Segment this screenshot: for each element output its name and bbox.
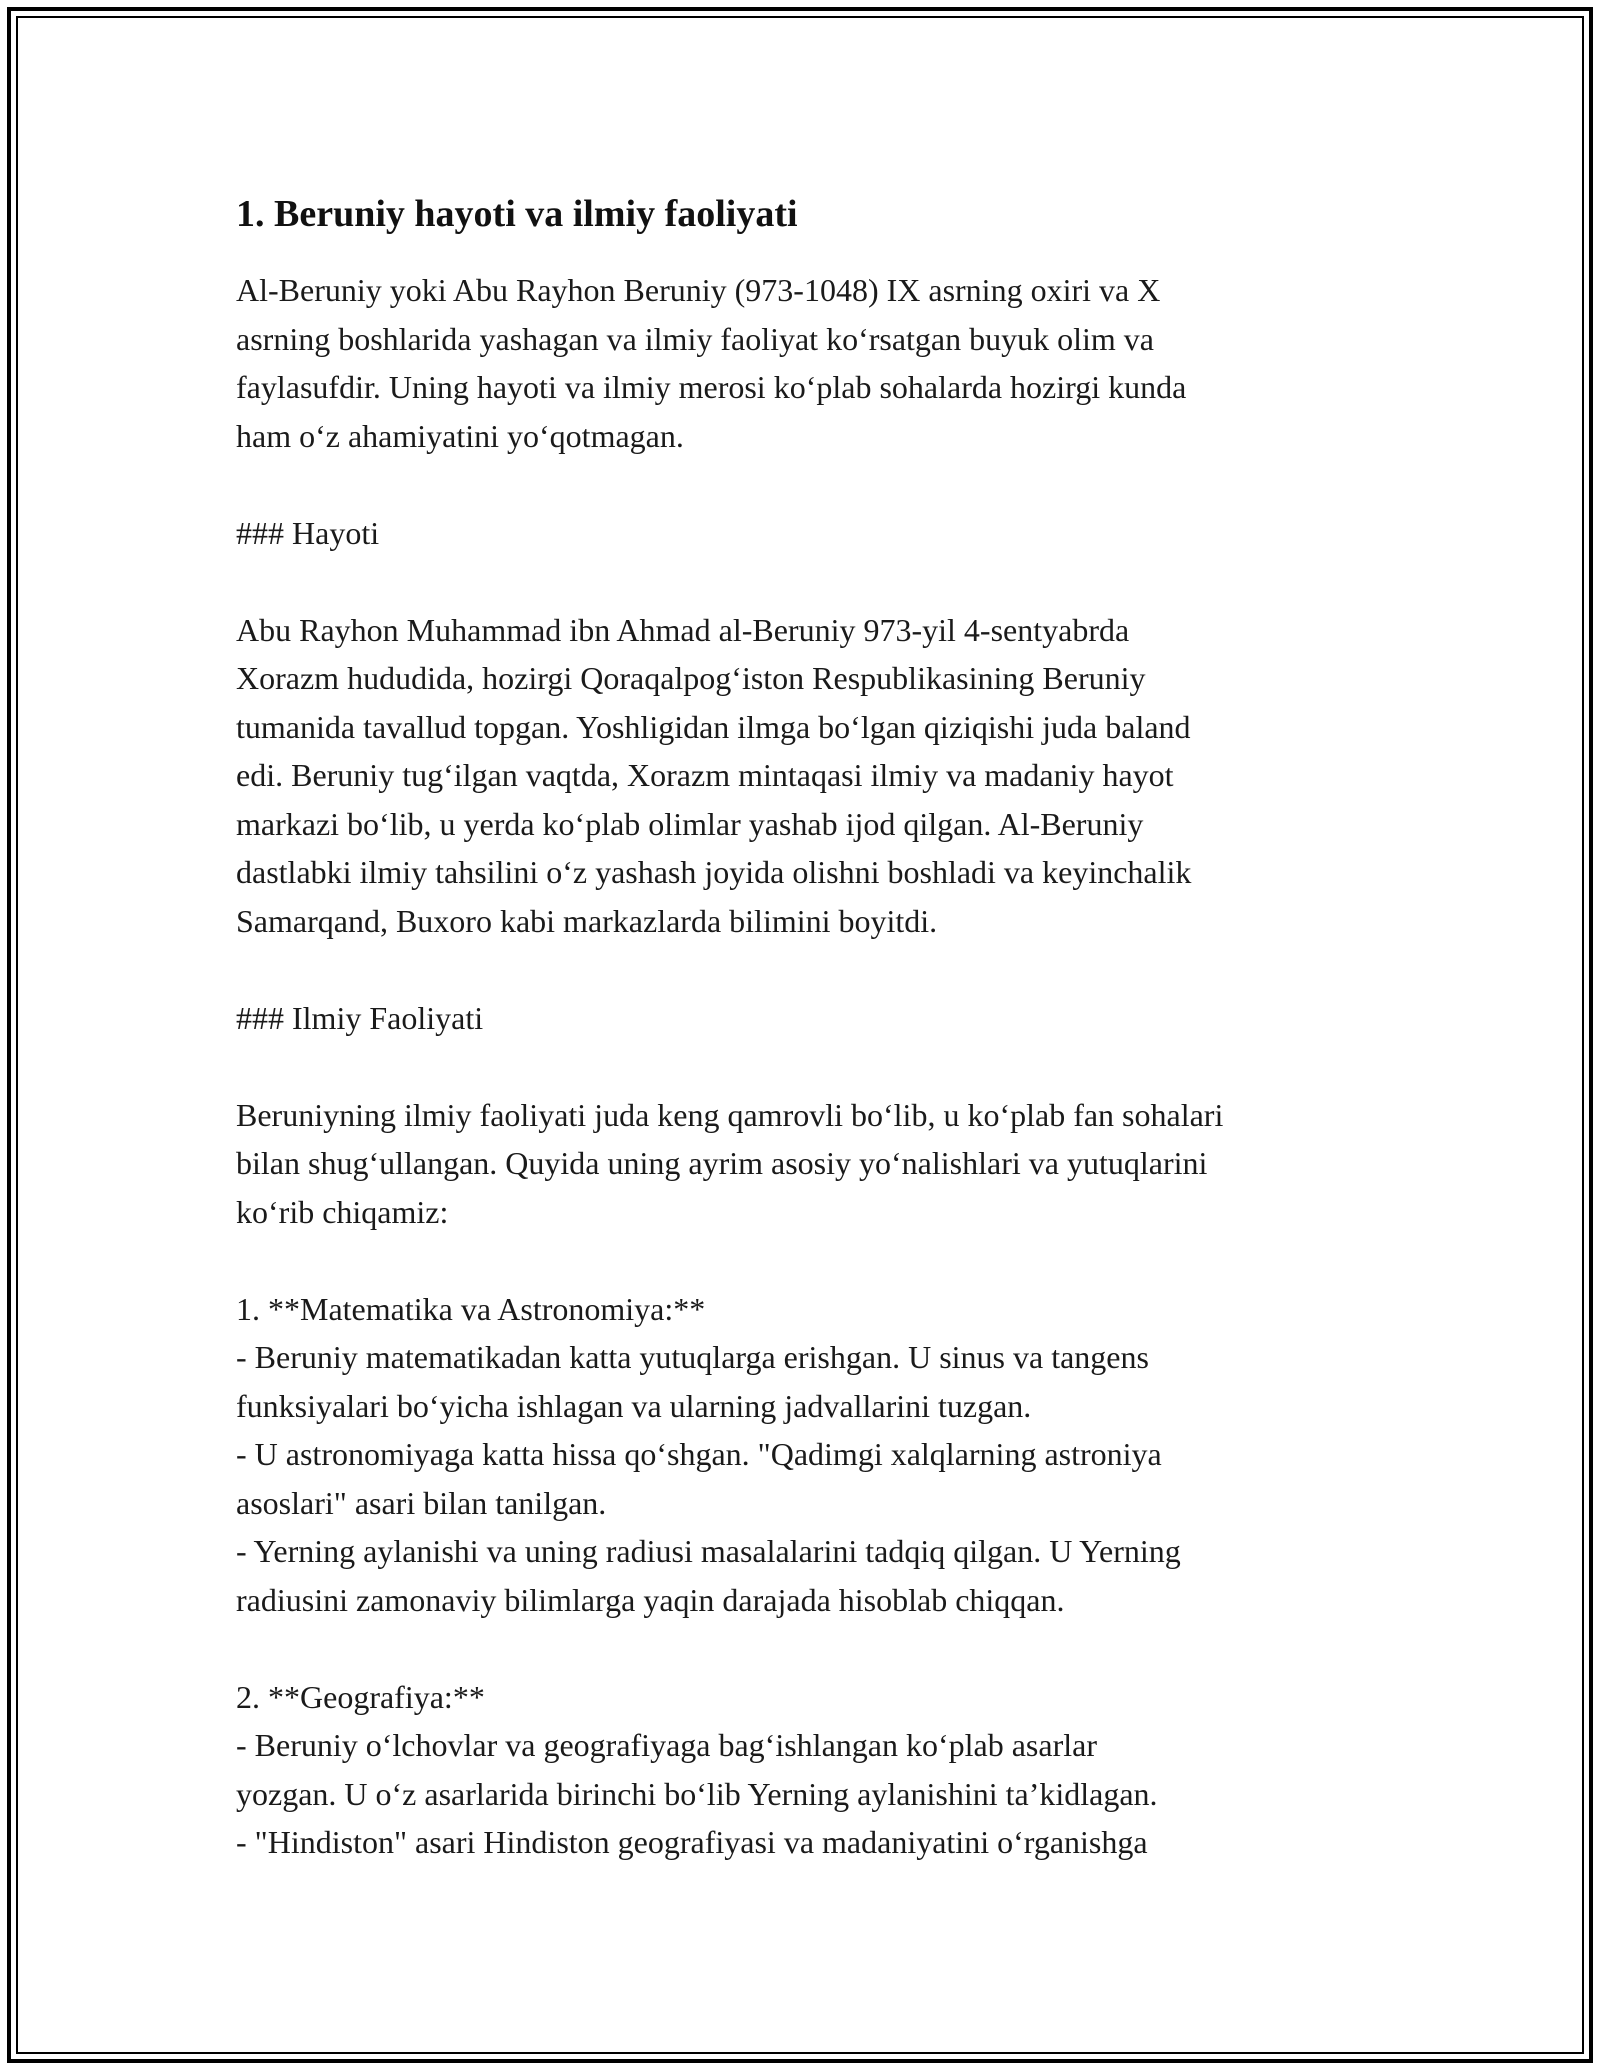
section-heading-hayoti: ### Hayoti bbox=[236, 514, 380, 551]
spacer bbox=[236, 557, 1386, 606]
spacer bbox=[236, 460, 1386, 509]
intro-paragraph: Al-Beruniy yoki Abu Rayhon Beruniy (973-1048) IX asrning oxiri va X asrning boshlarida yashagan va ilmiy faoliyat ko‘rsatgan buyuk olim va faylasufdir. Uning hayoti va ilmiy merosi ko‘plab sohalarda hozirgi kunda ham o‘z ahamiyatini yo‘qotmagan. bbox=[236, 272, 1187, 454]
spacer bbox=[236, 1624, 1386, 1673]
spacer bbox=[236, 1236, 1386, 1285]
hayoti-paragraph: Abu Rayhon Muhammad ibn Ahmad al-Beruniy 973-yil 4-sentyabrda Xorazm hududida, hozirgi Qoraqalpog‘iston Respublikasining Beruniy tumanida tavallud topgan. Yoshligidan ilmga bo‘lgan qiziqishi juda baland edi. Beruniy tug‘ilgan vaqtda, Xorazm mintaqasi ilmiy va madaniy hayot markazi bo‘lib, u yerda ko‘plab olimlar yashab ijod qilgan. Al-Beruniy dastlabki ilmiy tahsilini o‘z yashash joyida olishni boshladi va keyinchalik Samarqand, Buxoro kabi markazlarda bilimini boyitdi. bbox=[236, 611, 1192, 939]
spacer bbox=[236, 945, 1386, 994]
list-item-matematika: 1. **Matematika va Astronomiya:** - Beruniy matematikadan katta yutuqlarga erishgan. U sinus va tangens funksiyalari bo‘yicha ishlagan va ularning jadvallarini tuzgan. - U astronomiyaga katta hissa qo‘shgan. "Qadimgi xalqlarning astroniya asoslari" asari bilan tanilgan. - Yerning aylanishi va uning radiusi masalalarini tadqiq qilgan. U Yerning radiusini zamonaviy bilimlarga yaqin darajada hisoblab chiqqan. bbox=[236, 1290, 1181, 1618]
document-title: 1. Beruniy hayoti va ilmiy faoliyati bbox=[236, 193, 798, 235]
list-item-geografiya: 2. **Geografiya:** - Beruniy o‘lchovlar va geografiyaga bag‘ishlangan ko‘plab asarlar yozgan. U o‘z asarlarida birinchi bo‘lib Yerning aylanishini ta’kidlagan. - "Hindiston" asari Hindiston geografiyasi va madaniyatini o‘rganishga bbox=[236, 1678, 1158, 1860]
spacer bbox=[236, 1042, 1386, 1091]
section-heading-faoliyati: ### Ilmiy Faoliyati bbox=[236, 999, 484, 1036]
document-body bbox=[236, 188, 1386, 1867]
faoliyati-paragraph: Beruniyning ilmiy faoliyati juda keng qamrovli bo‘lib, u ko‘plab fan sohalari bilan shug‘ullangan. Quyida uning ayrim asosiy yo‘nalishlari va yutuqlarini ko‘rib chiqamiz: bbox=[236, 1096, 1224, 1230]
